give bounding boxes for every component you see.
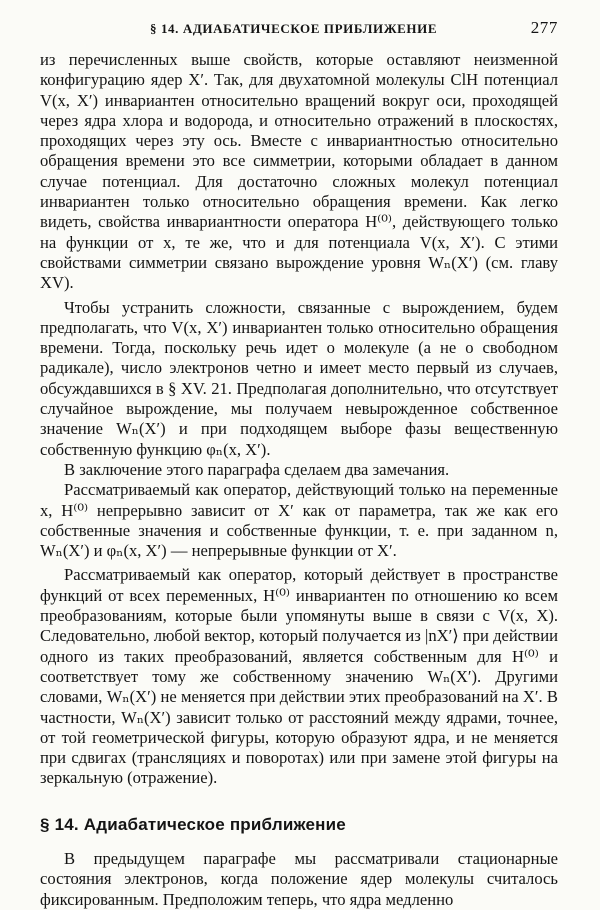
- paragraph: В заключение этого параграфа сделаем два замечания.: [64, 459, 450, 479]
- running-header: [40, 16, 558, 40]
- paragraph: Чтобы устранить сложности, связанные с вырождением, будем предполагать, что V(x, X′) инвариантен только относительно обращения времени. Тогда, поскольку речь идет о молекуле (а не о свободном радикале), число электронов четно и имеет место первый из случаев, обсуждавшихся в § XV. 21. Предполагая дополнительно, что отсутствует случайное вырождение, мы получаем невырожденное собственное значение Wₙ(X′) и при подходящем выборе фазы вещественную собственную функцию φₙ(x, X′).: [40, 297, 558, 459]
- paragraph: Рассматриваемый как оператор, который действует в пространстве функций от всех переменных, H⁽⁰⁾ инвариантен по отношению ко всем преобразованиям, которые были упомянуты выше в связи с V(x, X). Следовательно, любой вектор, который получается из |nX′⟩ при действии одного из таких преобразований, является собственным для H⁽⁰⁾ и соответствует тому же собственному значению Wₙ(X′). Другими словами, Wₙ(X′) не меняется при действии этих преобразований на X′. В частности, Wₙ(X′) зависит только от расстояний между ядрами, точнее, от той геометрической фигуры, которую образуют ядра, и не меняется при сдвигах (трансляциях и поворотах) или при замене этой фигуры на зеркальную (отражение).: [40, 565, 558, 788]
- paragraph: из перечисленных выше свойств, которые оставляют неизменной конфигурацию ядер X′. Так, для двухатомной молекулы ClH потенциал V(x, X′) инвариантен относительно вращений вокруг оси, проходящей через ядра хлора и водорода, и относительно отражений в плоскостях, проходящих через эту ось. Вместе с инвариантностью относительно обращения времени это все симметрии, которыми обладает в данном случае потенциал. Для достаточно сложных молекул потенциал инвариантен только относительно обращения времени. Как легко видеть, свойства инвариантности оператора H⁽⁰⁾, действующего только на функции от x, те же, что и для потенциала V(x, X′). С этими свойствами симметрии связано вырождение уровня Wₙ(X′) (см. главу XV).: [40, 50, 558, 293]
- page-body: [40, 50, 558, 910]
- paragraph: Рассматриваемый как оператор, действующий только на переменные x, H⁽⁰⁾ непрерывно зависит от X′ как от параметра, так же как его собственные значения и собственные функции, т. е. при заданном n, Wₙ(X′) и φₙ(x, X′) — непрерывные функции от X′.: [40, 480, 558, 561]
- page-number: 277: [530, 18, 558, 37]
- section-heading: § 14. Адиабатическое приближение: [40, 814, 346, 834]
- running-header-title: § 14. АДИАБАТИЧЕСКОЕ ПРИБЛИЖЕНИЕ: [150, 21, 438, 36]
- paragraph: В предыдущем параграфе мы рассматривали стационарные состояния электронов, когда положение ядер молекулы считалось фиксированным. Предположим теперь, что ядра медленно: [40, 848, 558, 909]
